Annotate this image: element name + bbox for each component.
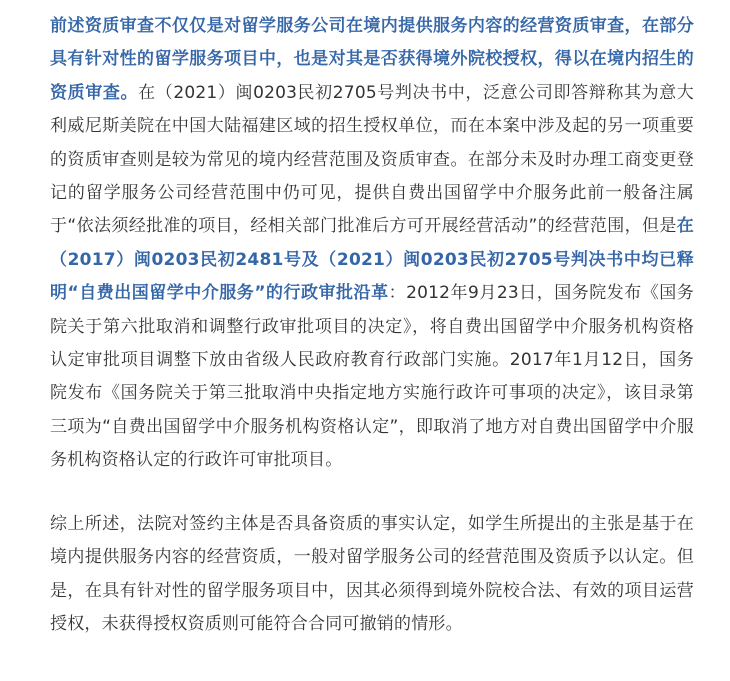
emphasis-text: 前述资质审查不仅仅是对留学服务公司在境内提供服务内容的经营资质审查，在部分具有针对性的留学服务项目中，也是对其是否获得境外院校授权，得以在境内招生的资质审查。 <box>50 16 694 103</box>
body-text: 在（2021）闽0203民初2705号判决书中，泛意公司即答辩称其为意大利威尼斯美院在中国大陆福建区域的招生授权单位，而在本案中涉及起的另一项重要的资质审查则是较为常见的境内经营范围及资质审查。在部分未及时办理工商变更登记的留学服务公司经营范围中仍可见，提供自费出国留学中介服务此前一般备注属于“依法须经批准的项目，经相关部门批准后方可开展经营活动”的经营范围，但是 <box>50 82 695 237</box>
body-text: ：2012年9月23日，国务院发布《国务院关于第六批取消和调整行政审批项目的决定》，将自费出国留学中介服务机构资格认定审批项目调整下放由省级人民政府教育行政部门实施。2017年1月12日，国务院发布《国务院关于第三批取消中央指定地方实施行政许可事项的决定》，该目录第三项为“自费出国留学中介服务机构资格认定”，即取消了地方对自费出国留学中介服务机构资格认定的行政许可审批项目。 <box>50 283 694 471</box>
body-text: 综上所述，法院对签约主体是否具备资质的事实认定，如学生所提出的主张是基于在境内提供服务内容的经营资质，一般对留学服务公司的经营范围及资质予以认定。但是，在具有针对性的留学服务项目中，因其必须得到境外院校合法、有效的项目运营授权，未获得授权资质则可能符合合同可撤销的情形。 <box>50 513 694 634</box>
paragraph-qualification-review <box>50 10 694 478</box>
emphasis-text: 在（2017）闽0203民初2481号及（2021）闽0203民初2705号判决书中均已释明“自费出国留学中介服务”的行政审批沿革 <box>50 216 694 304</box>
paragraph-conclusion <box>50 508 694 642</box>
